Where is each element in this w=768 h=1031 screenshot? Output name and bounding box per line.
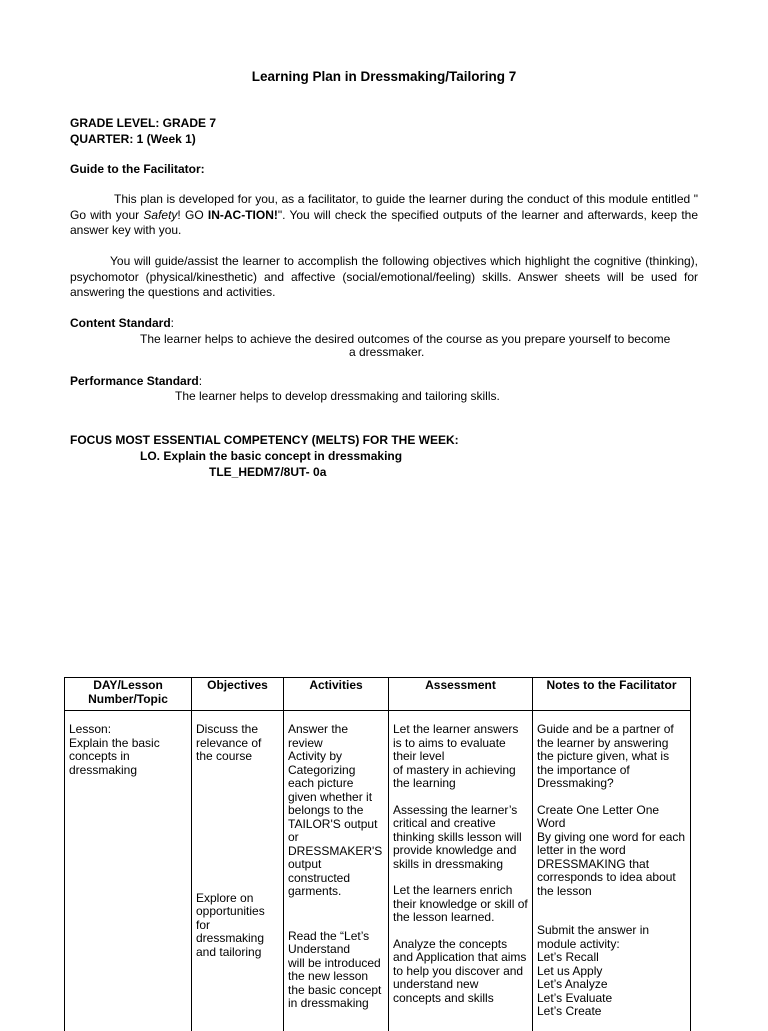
list-item: Let’s Recall [537,950,599,964]
content-standard-line1: The learner helps to achieve the desired outcomes of the course as you prepare yourself to become [140,332,671,346]
activity-3: Read the “Let’s Understand [288,928,370,956]
assessment-1: Let the learner answers is to aims to evaluate their level [393,722,519,763]
lesson-label: Lesson: [69,722,112,736]
activity-1: Answer the review [288,722,349,750]
content-standard-line2: a dressmaker. [349,345,425,359]
header-day-lesson: DAY/Lesson Number/Topic [65,678,192,711]
header-notes: Notes to the Facilitator [533,678,691,711]
header-assessment: Assessment [389,678,533,711]
activity-2: Activity by Categorizing each picture given whether it belongs to the TAILOR'S output or DRESSMAKER'S output constructed garments. [288,749,383,898]
assessment-2: of mastery in achieving the learning [393,762,516,790]
quarter: QUARTER: 1 (Week 1) [70,132,196,146]
guide-paragraph-2: You will guide/assist the learner to accomplish the following objectives which highlight the cognitive (thinking), psychomotor (physical/kinesthetic) and affective (social/emotional/feeling) skills. Answer sheets will be used for answering the questions and activities. [70,254,698,299]
para1-safety: Safety [143,207,178,222]
performance-standard-text: The learner helps to develop dressmaking and tailoring skills. [175,389,500,403]
note-2: Create One Letter One Word [537,802,660,830]
assessment-5: Analyze the concepts and Application that aims to help you discover and understand new concepts and skills [393,936,527,1005]
activity-4: will be introduced the new lesson the basic concept in dressmaking [288,955,382,1010]
cell-notes [533,711,691,1031]
para1-inaction: IN-AC-TION! [207,207,278,222]
table-header-row [65,678,691,711]
focus-code: TLE_HEDM7/8UT- 0a [209,465,327,479]
content-standard-title: Content Standard [70,316,171,330]
list-item: Let’s Create [537,1004,602,1018]
assessment-4: Let the learners enrich their knowledge or skill of the lesson learned. [393,883,528,924]
cell-objectives [192,711,284,1031]
assessment-3: Assessing the learner’s critical and creative thinking skills lesson will provide knowledge and skills in dressmaking [393,802,522,871]
note-4: Submit the answer in module activity: [537,923,650,951]
focus-heading: FOCUS MOST ESSENTIAL COMPETENCY (MELTS) FOR THE WEEK: [70,433,459,447]
header-activities: Activities [284,678,389,711]
cell-lesson [65,711,192,1031]
table-row [65,711,691,1031]
list-item: Let’s Analyze [537,977,608,991]
guide-paragraph-1 [70,192,698,239]
document-title: Learning Plan in Dressmaking/Tailoring 7 [251,69,517,84]
grade-level: GRADE LEVEL: GRADE 7 [70,116,217,130]
content-standard-colon: : [170,316,175,330]
learning-plan-table [64,677,691,1031]
performance-standard-colon: : [198,374,203,388]
objective-2: Explore on opportunities for dressmaking and tailoring [196,890,265,959]
para1-text-e: ". You will check the specified outputs of the learner and afterwards, keep the answer key with you. [70,207,699,237]
objective-1: Discuss the relevance of the course [196,722,262,763]
focus-lo: LO. Explain the basic concept in dressmaking [140,449,403,463]
lesson-topic: Explain the basic concepts in dressmaking [69,735,160,777]
list-item: Let us Apply [537,963,603,978]
list-item: Let’s Evaluate [537,990,613,1005]
guide-heading: Guide to the Facilitator: [70,162,205,176]
note-3: By giving one word for each letter in the word DRESSMAKING that corresponds to idea about the lesson [537,829,686,898]
note-1: Guide and be a partner of the learner by answering the picture given, what is the importance of Dressmaking? [537,722,674,790]
cell-assessment [389,711,533,1031]
performance-standard-title: Performance Standard [70,374,199,388]
header-objectives: Objectives [192,678,284,711]
performance-standard-label [70,374,202,388]
content-standard-label [70,316,174,330]
para1-text-a: This plan is developed for you, as a facilitator, to guide the learner during the conduct of this module entitled " Go with your [70,192,698,222]
cell-activities [284,711,389,1031]
para1-text-c: ! GO [177,207,208,222]
